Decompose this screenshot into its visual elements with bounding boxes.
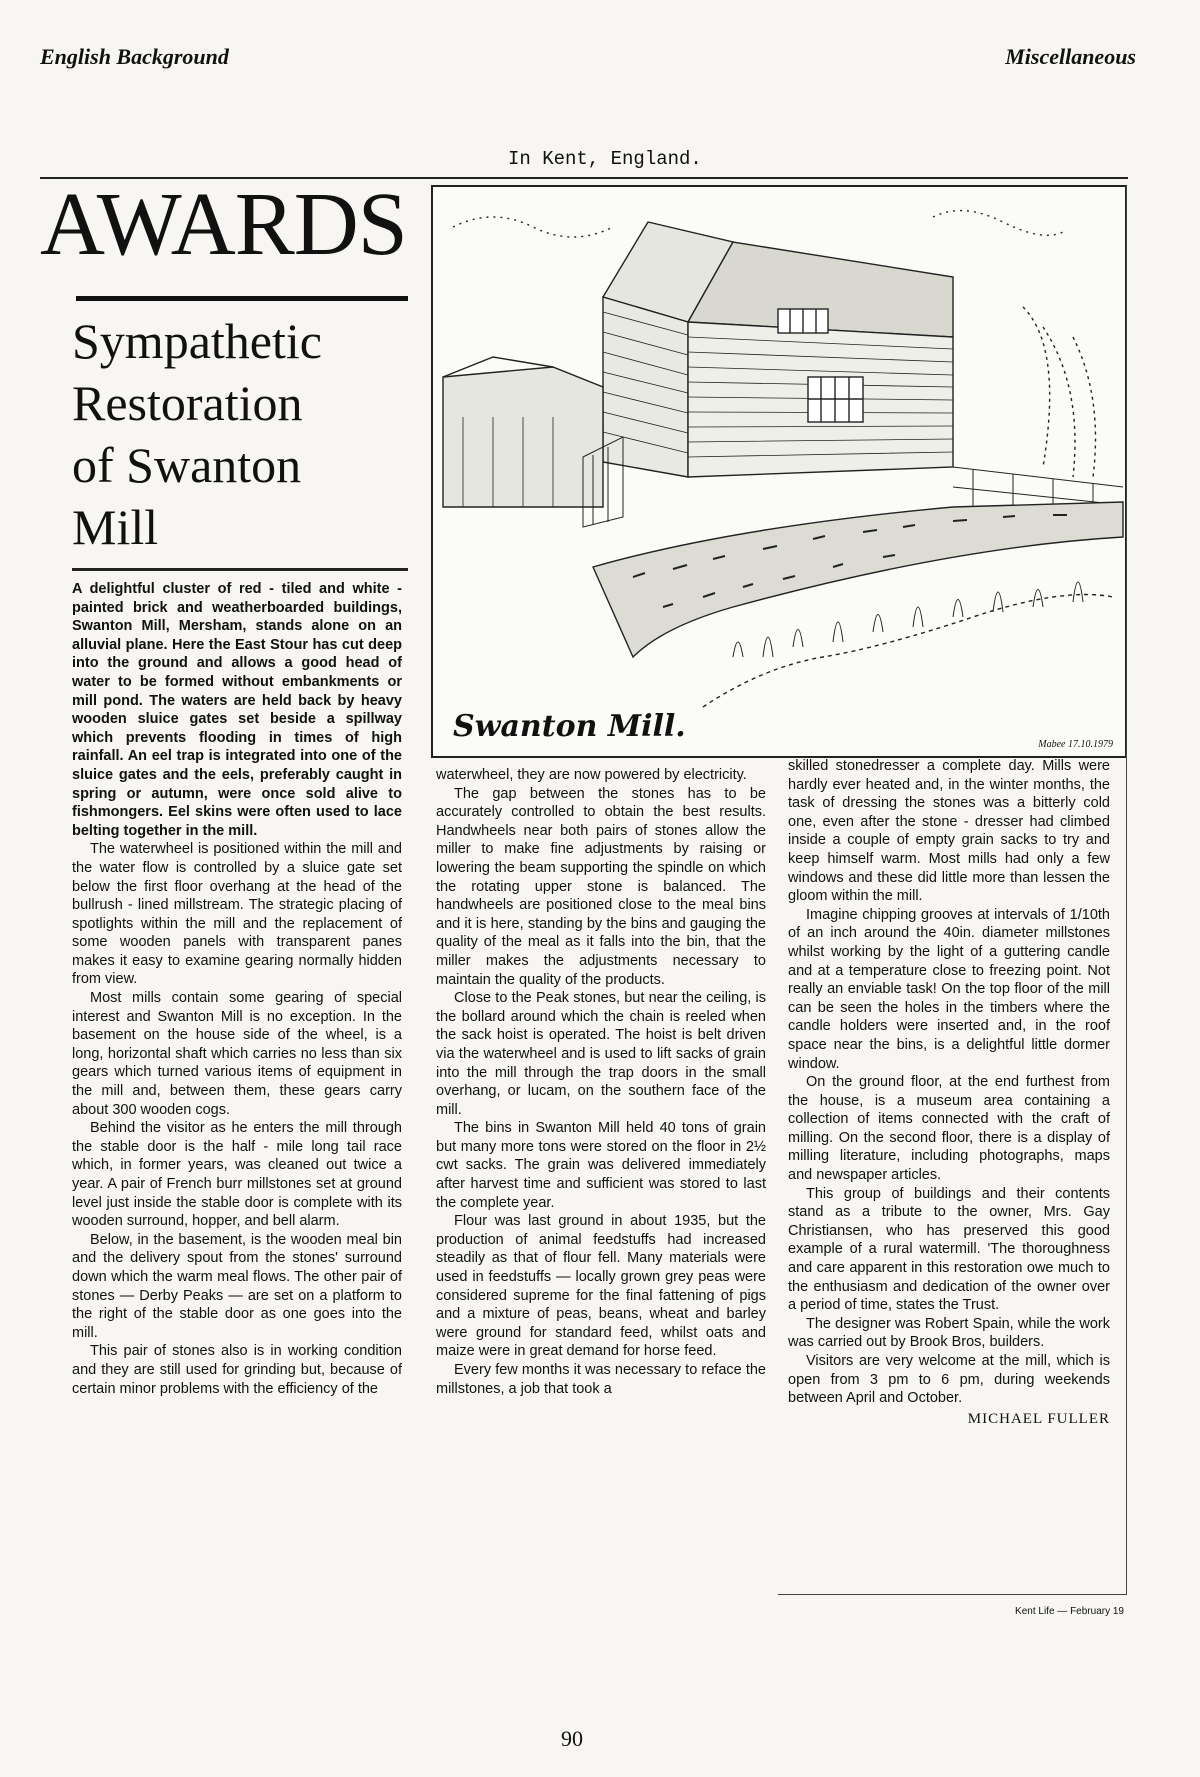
paragraph: Close to the Peak stones, but near the ceiling, is the bollard around which the chain is reeled when the sack hoist is operated. The hoist is belt driven via the waterwheel and is used to lift sacks of grain into the mill through the trap doors in the small overhang, or lucam, on the southern face of the mill. <box>436 990 766 1118</box>
article-title <box>72 310 422 558</box>
paragraph: Visitors are very welcome at the mill, which is open from 3 pm to 6 pm, during weekends between April and October. <box>788 1353 1110 1407</box>
kicker-rule <box>76 296 408 301</box>
title-line: Mill <box>72 499 159 555</box>
title-line: Sympathetic <box>72 313 322 369</box>
paragraph: waterwheel, they are now powered by electricity. <box>436 767 747 783</box>
running-header-right: Miscellaneous <box>1005 44 1136 69</box>
title-rule <box>72 568 408 571</box>
publication-source: Kent Life — February 19 <box>1015 1606 1124 1617</box>
paragraph: The waterwheel is positioned within the mill and the water flow is controlled by a sluice gate set below the first floor overhang at the head of the bullrush - lined millstream. The strategic placing of spotlights within the mill and the replacement of some wooden panels with transparent panes makes it easy to examine gearing normally hidden from view. <box>72 841 402 988</box>
article-column-2 <box>436 766 766 1398</box>
paragraph: Behind the visitor as he enters the mill through the stable door is the half - mile long tail race which, in former years, was cleaned out twice a year. A pair of French burr millstones set at ground level just inside the stable door is complete with its wooden surround, hopper, and bell alarm. <box>72 1120 402 1230</box>
paragraph: Imagine chipping grooves at intervals of 1/10th of an inch around the 40in. diameter millstones whilst working by the light of a guttering candle and at a temperature close to freezing point. Not really an enviable task! On the top floor of the mill can be seen the holes in the timbers where the candle holders were inserted and, in the roof space near the bins, is a delightful little dormer window. <box>788 906 1110 1072</box>
column-rule <box>1126 185 1127 1595</box>
paragraph: The designer was Robert Spain, while the work was carried out by Brook Bros, builders. <box>788 1315 1110 1351</box>
paragraph: A delightful cluster of red - tiled and white - painted brick and weatherboarded buildings, Swanton Mill, Mersham, stands alone on an alluvial plane. Here the East Stour has cut deep into the ground and allows a good head of water to be formed without embankments or mill pond. The waters are held back by heavy wooden sluice gates set beside a spillway which prevents flooding in times of high rainfall. An eel trap is integrated into one of the sluice gates and the eels, preferably caught in spring or autumn, were once sold alive to fishmongers. Eel skins were often used to lace belting together in the mill. <box>72 581 402 839</box>
paragraph: skilled stonedresser a complete day. Mills were hardly ever heated and, in the winter months, the task of dressing the stones was a bitterly cold one, even after the stone - dresser had climbed inside a couple of empty grain sacks to try and keep himself warm. Most mills had only a few windows and these did little more than lessen the gloom within the mill. <box>788 758 1110 905</box>
article-column-1 <box>72 580 402 1398</box>
paragraph: The gap between the stones has to be accurately controlled to obtain the best results. Handwheels near both pairs of stones allow the miller to make fine adjustments by raising or lowering the beam supporting the spindle on which the rotating upper stone is balanced. The handwheels are positioned close to the meal bins and it is here, standing by the bins and gauging the quality of the meal as it falls into the bin, that the miller makes the adjustments necessary to maintain the quality of the products. <box>436 785 766 988</box>
illustration-frame <box>431 185 1127 758</box>
title-line: Restoration <box>72 375 303 431</box>
page-number: 90 <box>561 1726 583 1751</box>
article-column-3 <box>788 757 1110 1428</box>
paragraph: This group of buildings and their contents stand as a tribute to the owner, Mrs. Gay Christiansen, who has preserved this good example of a rural watermill. 'The thoroughness and care apparent in this restoration owe much to the enthusiasm and dedication of the owner over a period of time, states the Trust. <box>788 1185 1110 1314</box>
artist-signature: Mabee 17.10.1979 <box>1038 739 1113 750</box>
running-header-left: English Background <box>40 44 229 69</box>
clipping-caption: In Kent, England. <box>508 148 702 170</box>
section-kicker: AWARDS <box>40 175 407 274</box>
author-byline: MICHAEL FULLER <box>967 1410 1110 1427</box>
paragraph: Every few months it was necessary to reface the millstones, a job that took a <box>436 1362 766 1397</box>
paragraph: Below, in the basement, is the wooden meal bin and the delivery spout from the stones' surround down which the warm meal flows. The other pair of stones — Derby Peaks — are set on a platform to the right of the stable door as one goes into the mill. <box>72 1231 402 1341</box>
mill-drawing-icon <box>433 187 1125 756</box>
paragraph: On the ground floor, at the end furthest from the house, is a museum area containing a collection of items connected with the craft of milling. On the second floor, there is a display of milling literature, including photographs, maps and newspaper articles. <box>788 1074 1110 1184</box>
paragraph: Most mills contain some gearing of special interest and Swanton Mill is no exception. In the basement on the house side of the wheel, is a long, horizontal shaft which carries no less than six gears which turned various items of equipment in the mill and, between them, these gears carry about 300 wooden cogs. <box>72 990 402 1118</box>
paragraph: Flour was last ground in about 1935, but the production of animal feedstuffs had increased steadily as that of flour fell. Many materials were used in feedstuffs — locally grown grey peas were considered supreme for the final fattening of pigs and a mixture of peas, beans, wheat and barley were ground for standard feed, whilst oats and maize were in great demand for horse feed. <box>436 1213 766 1360</box>
footer-rule <box>778 1594 1126 1595</box>
paragraph: The bins in Swanton Mill held 40 tons of grain but many more tons were stored on the floor in 2½ cwt sacks. The grain was delivered immediately after harvest time and sufficient was stored to last the complete year. <box>436 1120 766 1211</box>
illustration-caption: Swanton Mill. <box>453 709 686 744</box>
paragraph: This pair of stones also is in working condition and they are still used for grinding but, because of certain minor problems with the efficiency of the <box>72 1343 402 1397</box>
title-line: of Swanton <box>72 437 302 493</box>
